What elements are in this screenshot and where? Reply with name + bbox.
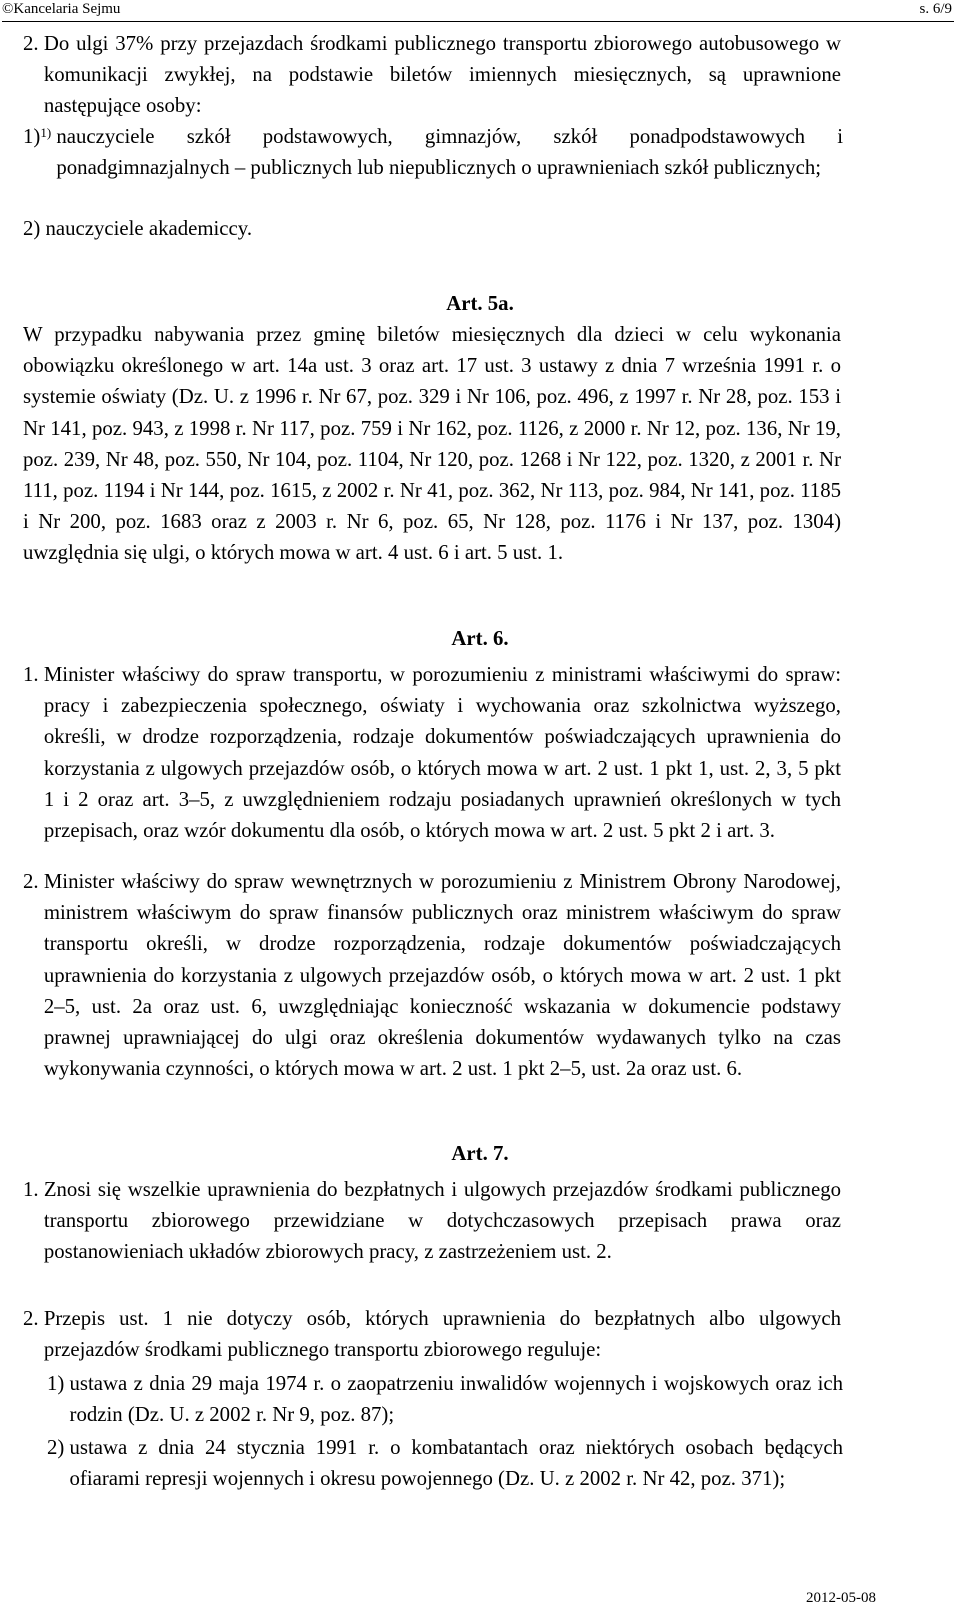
point-number: 1)$^{1)}$ (23, 125, 52, 148)
paragraph-number: 2. (23, 870, 39, 893)
article-heading-6: Art. 6. (451, 627, 509, 650)
paragraph-number: 2. (23, 32, 39, 55)
article-heading-5a: Art. 5a. (446, 292, 514, 315)
article-7-paragraph-2 (23, 1303, 841, 1365)
paragraph-number: 1. (23, 1178, 39, 1201)
document-date: 2012-05-08 (806, 1590, 876, 1606)
point-text: nauczyciele akademiccy. (45, 217, 253, 240)
point-number: 2) (47, 1436, 65, 1459)
paragraph-text: Znosi się wszelkie uprawnienia do bezpłatnych i ulgowych przejazdów środkami publicznego transportu zbiorowego przewidziane w dotychczasowych przepisach prawa oraz postanowieniach układów zbiorowych pracy, z zastrzeżeniem ust. 2. (43, 1178, 841, 1264)
article-7-point-1 (47, 1368, 843, 1430)
page-header (0, 0, 960, 24)
article-heading-7: Art. 7. (451, 1142, 509, 1165)
point-1 (23, 121, 843, 183)
article-7-paragraph-1 (23, 1174, 841, 1268)
footnote-marker: 1) (40, 125, 52, 140)
point-2 (23, 213, 843, 244)
copyright-label: ©Kancelaria Sejmu (2, 1, 121, 17)
page-number: s. 6/9 (919, 1, 952, 17)
article-7-point-2 (47, 1432, 843, 1494)
paragraph-number: 1. (23, 663, 39, 686)
point-number: 1) (47, 1372, 65, 1395)
paragraph-text: Minister właściwy do spraw transportu, w porozumieniu z ministrami właściwymi do spraw: pracy i zabezpieczenia społecznego, oświaty i wychowania oraz szkolnictwa wyższego, określi, w drodze rozporządzenia, rodzaje dokumentów poświadczających uprawnienia do korzystania z ulgowych przejazdów osób, o których mowa w art. 2 ust. 1 pkt 1, ust. 2, 3, 5 pkt 1 i 2 oraz art. 3–5, z uwzględnieniem rodzaju posiadanych uprawnień określonych w tych przepisach, oraz wzór dokumentu dla osób, o których mowa w art. 2 ust. 5 pkt 2 i art. 3. (43, 663, 841, 843)
paragraph-text: Minister właściwy do spraw wewnętrznych w porozumieniu z Ministrem Obrony Narodowej, ministrem właściwym do spraw finansów publicznych oraz ministrem właściwym do spraw transportu określi, w drodze rozporządzenia, rodzaje dokumentów poświadczających uprawnienia do korzystania z ulgowych przejazdów osób, o których mowa w art. 2 ust. 1 pkt 2–5, ust. 2a oraz ust. 6, uwzględniając konieczność wskazania w dokumencie podstawy prawnej uprawniającej do ulgi oraz określenia dokumentów wydawanych tylko na czas wykonywania czynności, o których mowa w art. 2 ust. 1 pkt 2–5, ust. 2a oraz ust. 6. (43, 870, 841, 1081)
point-number: 2) (23, 217, 41, 240)
point-text: nauczyciele szkół podstawowych, gimnazjów, szkół ponadpodstawowych i ponadgimnazjalnych – publicznych lub niepublicznych o uprawnieniach szkół publicznych; (56, 125, 843, 180)
paragraph-text: Przepis ust. 1 nie dotyczy osób, których uprawnienia do bezpłatnych albo ulgowych przejazdów środkami publicznego transportu zbiorowego reguluje: (43, 1307, 841, 1362)
point-text: ustawa z dnia 24 stycznia 1991 r. o kombatantach oraz niektórych osobach będących ofiarami represji wojennych i okresu powojennego (Dz. U. z 2002 r. Nr 42, poz. 371); (69, 1436, 843, 1491)
point-text: ustawa z dnia 29 maja 1974 r. o zaopatrzeniu inwalidów wojennych i wojskowych oraz ich rodzin (Dz. U. z 2002 r. Nr 9, poz. 87); (69, 1372, 843, 1427)
header-divider (2, 21, 954, 22)
article-6-paragraph-1 (23, 659, 841, 846)
paragraph-number: 2. (23, 1307, 39, 1330)
paragraph-text: Do ulgi 37% przy przejazdach środkami publicznego transportu zbiorowego autobusowego w komunikacji zwykłej, na podstawie biletów imiennych miesięcznych, są uprawnione następujące osoby: (43, 32, 841, 118)
article-6-paragraph-2 (23, 866, 841, 1084)
paragraph-2 (23, 28, 841, 122)
article-5a-text: W przypadku nabywania przez gminę biletów miesięcznych dla dzieci w celu wykonania obowiązku określonego w art. 14a ust. 3 oraz art. 17 ust. 3 ustawy z dnia 7 września 1991 r. o systemie oświaty (Dz. U. z 1996 r. Nr 67, poz. 329 i Nr 106, poz. 496, z 1997 r. Nr 28, poz. 153 i Nr 141, poz. 943, z 1998 r. Nr 117, poz. 759 i Nr 162, poz. 1126, z 2000 r. Nr 12, poz. 136, Nr 19, poz. 239, Nr 48, poz. 550, Nr 104, poz. 1104, Nr 120, poz. 1268 i Nr 122, poz. 1320, z 2001 r. Nr 111, poz. 1194 i Nr 144, poz. 1615, z 2002 r. Nr 41, poz. 362, Nr 113, poz. 984, Nr 141, poz. 1185 i Nr 200, poz. 1683 oraz z 2003 r. Nr 6, poz. 65, Nr 128, poz. 1176 i Nr 137, poz. 1304) uwzględnia się ulgi, o których mowa w art. 4 ust. 6 i art. 5 ust. 1. (23, 323, 841, 565)
